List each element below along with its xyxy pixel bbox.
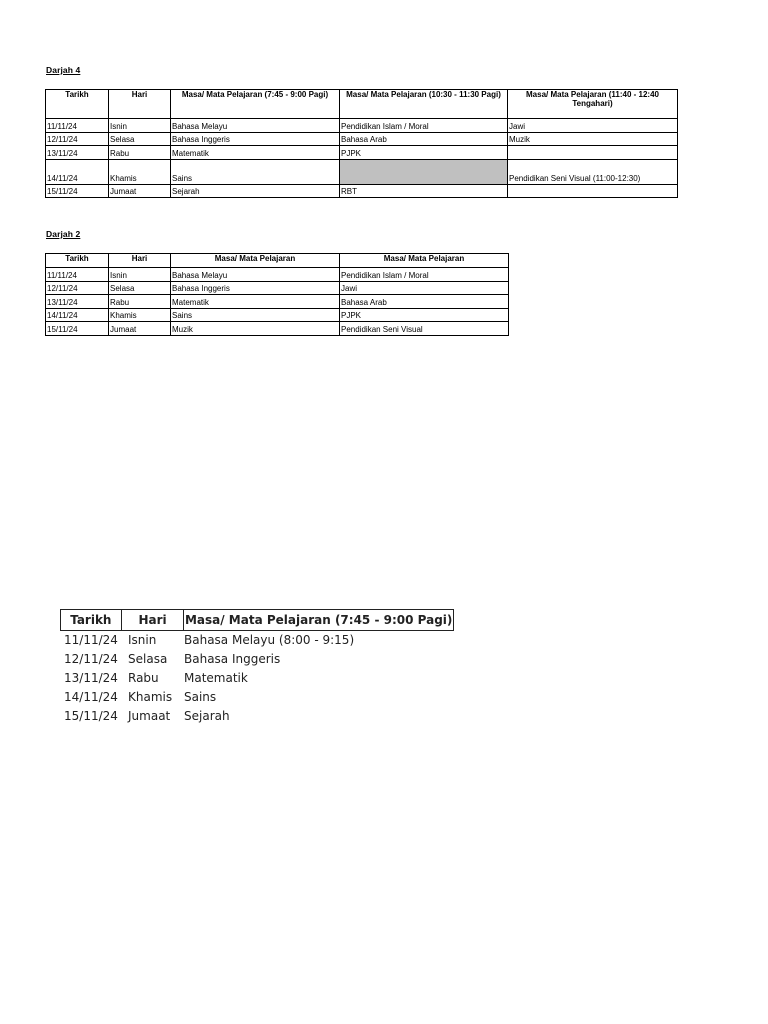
- excerpt-date: 15/11/24: [64, 709, 118, 723]
- excerpt-header-tarikh: Tarikh: [61, 610, 122, 630]
- cell-subject: Pendidikan Islam / Moral: [340, 119, 508, 133]
- cell-day: Selasa: [109, 281, 171, 295]
- cell-shaded-empty: [340, 159, 508, 184]
- excerpt-row: [60, 669, 460, 688]
- excerpt-day: Rabu: [128, 671, 159, 685]
- excerpt-subject: Matematik: [184, 671, 248, 685]
- cell-subject: Bahasa Melayu: [171, 268, 340, 282]
- excerpt-subject: Bahasa Melayu (8:00 - 9:15): [184, 633, 355, 647]
- cell-date: 14/11/24: [46, 308, 109, 322]
- excerpt-row: [60, 631, 460, 650]
- section-title-darjah-2: Darjah 2: [46, 229, 81, 239]
- excerpt-date: 14/11/24: [64, 690, 118, 704]
- cell-subject: Muzik: [508, 132, 678, 146]
- cell-subject: RBT: [340, 184, 508, 198]
- cell-subject: Sains: [171, 308, 340, 322]
- cell-date: 12/11/24: [46, 281, 109, 295]
- cell-day: Khamis: [109, 159, 171, 184]
- table-row: [46, 119, 678, 133]
- excerpt-header-slot: Masa/ Mata Pelajaran (7:45 - 9:00 Pagi): [184, 613, 453, 627]
- table-row: [46, 281, 509, 295]
- header-slot-1: Masa/ Mata Pelajaran (7:45 - 9:00 Pagi): [171, 90, 340, 119]
- cell-day: Isnin: [109, 268, 171, 282]
- cell-day: Isnin: [109, 119, 171, 133]
- cell-subject: Sejarah: [171, 184, 340, 198]
- cell-date: 12/11/24: [46, 132, 109, 146]
- cell-day: Rabu: [109, 295, 171, 309]
- cell-subject: PJPK: [340, 308, 509, 322]
- cell-subject: Sains: [171, 159, 340, 184]
- cell-date: 11/11/24: [46, 268, 109, 282]
- excerpt-day: Selasa: [128, 652, 168, 666]
- excerpt-header-row: [60, 609, 454, 631]
- excerpt-subject: Sains: [184, 690, 217, 704]
- cell-subject: Bahasa Arab: [340, 132, 508, 146]
- table-row: [46, 322, 509, 336]
- cell-subject: Muzik: [171, 322, 340, 336]
- header-tarikh: Tarikh: [46, 90, 109, 119]
- cell-subject: [508, 146, 678, 160]
- header-hari: Hari: [109, 254, 171, 268]
- table-row: [46, 184, 678, 198]
- excerpt-row: [60, 650, 460, 669]
- table-row: [46, 132, 678, 146]
- cell-subject: Bahasa Arab: [340, 295, 509, 309]
- cell-subject: Pendidikan Seni Visual: [340, 322, 509, 336]
- header-hari: Hari: [109, 90, 171, 119]
- excerpt-date: 11/11/24: [64, 633, 118, 647]
- cell-subject: Matematik: [171, 146, 340, 160]
- table-row: [46, 308, 509, 322]
- cell-day: Jumaat: [109, 322, 171, 336]
- cell-date: 13/11/24: [46, 146, 109, 160]
- cell-date: 15/11/24: [46, 322, 109, 336]
- section-title-darjah-4: Darjah 4: [46, 65, 81, 75]
- cell-date: 13/11/24: [46, 295, 109, 309]
- darjah-4-table: [45, 89, 678, 198]
- cell-subject: Pendidikan Seni Visual (11:00-12:30): [508, 159, 678, 184]
- header-slot-2: Masa/ Mata Pelajaran (10:30 - 11:30 Pagi): [340, 90, 508, 119]
- cell-subject: [508, 184, 678, 198]
- excerpt-day: Isnin: [128, 633, 157, 647]
- cell-day: Selasa: [109, 132, 171, 146]
- excerpt-header-hari: Hari: [122, 610, 185, 630]
- excerpt-date: 12/11/24: [64, 652, 118, 666]
- table-header-row: [46, 254, 509, 268]
- cell-subject: PJPK: [340, 146, 508, 160]
- cell-date: 11/11/24: [46, 119, 109, 133]
- cell-date: 15/11/24: [46, 184, 109, 198]
- cell-subject: Matematik: [171, 295, 340, 309]
- header-slot-1: Masa/ Mata Pelajaran: [171, 254, 340, 268]
- cell-subject: Jawi: [508, 119, 678, 133]
- excerpt-date: 13/11/24: [64, 671, 118, 685]
- header-slot-3: Masa/ Mata Pelajaran (11:40 - 12:40 Tengahari): [508, 90, 678, 119]
- header-tarikh: Tarikh: [46, 254, 109, 268]
- excerpt-row: [60, 688, 460, 707]
- cell-subject: Bahasa Melayu: [171, 119, 340, 133]
- cell-day: Jumaat: [109, 184, 171, 198]
- table-row: [46, 146, 678, 160]
- table-header-row: [46, 90, 678, 119]
- table-row: [46, 159, 678, 184]
- header-slot-2: Masa/ Mata Pelajaran: [340, 254, 509, 268]
- cell-subject: Jawi: [340, 281, 509, 295]
- schedule-excerpt: [60, 609, 460, 726]
- excerpt-subject: Bahasa Inggeris: [184, 652, 281, 666]
- table-row: [46, 268, 509, 282]
- cell-day: Rabu: [109, 146, 171, 160]
- cell-subject: Bahasa Inggeris: [171, 132, 340, 146]
- darjah-2-table: [45, 253, 509, 336]
- excerpt-row: [60, 707, 460, 726]
- cell-subject: Bahasa Inggeris: [171, 281, 340, 295]
- table-row: [46, 295, 509, 309]
- excerpt-day: Khamis: [128, 690, 173, 704]
- cell-date: 14/11/24: [46, 159, 109, 184]
- excerpt-subject: Sejarah: [184, 709, 230, 723]
- cell-day: Khamis: [109, 308, 171, 322]
- excerpt-day: Jumaat: [128, 709, 171, 723]
- cell-subject: Pendidikan Islam / Moral: [340, 268, 509, 282]
